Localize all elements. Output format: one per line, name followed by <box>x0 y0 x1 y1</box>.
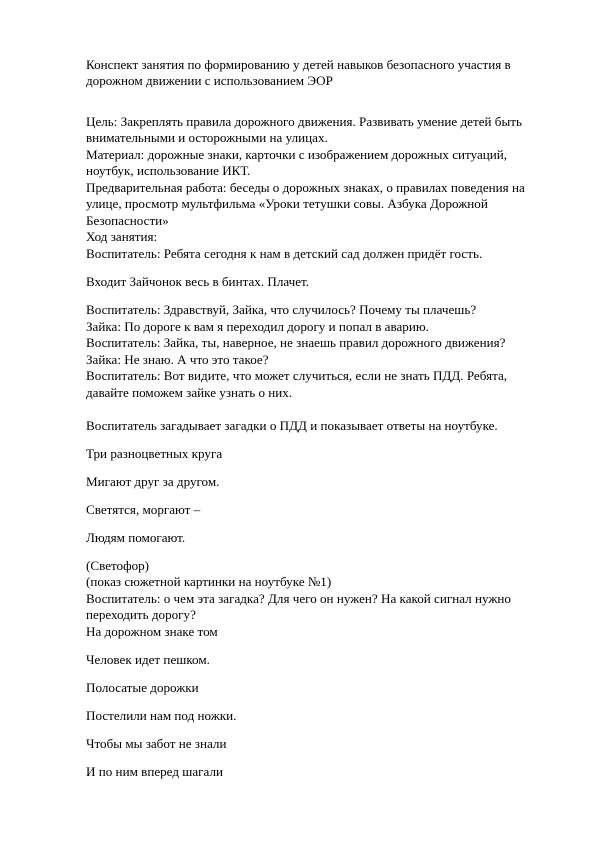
riddle-line: Полосатые дорожки <box>86 680 199 695</box>
riddles-intro: Воспитатель загадывает загадки о ПДД и показывает ответы на ноутбуке. <box>86 418 498 433</box>
dialog-line: Воспитатель: Ребята сегодня к нам в детский сад должен придёт гость. <box>86 246 483 261</box>
dialog-line: Воспитатель: Зайка, ты, наверное, не знаешь правил дорожного движения? <box>86 335 506 350</box>
dialog-line: Воспитатель: о чем эта загадка? Для чего он нужен? На какой сигнал нужно <box>86 591 511 606</box>
preparation-line: Безопасности» <box>86 213 169 228</box>
dialog-line: давайте поможем зайке узнать о них. <box>86 385 293 400</box>
goal-line: внимательными и осторожными на улицах. <box>86 130 328 145</box>
material-line: ноутбук, использование ИКТ. <box>86 163 251 178</box>
riddle-answer: (Светофор) <box>86 558 150 573</box>
goal-line: Цель: Закреплять правила дорожного движения. Развивать умение детей быть <box>86 114 522 129</box>
riddle-line: И по ним вперед шагали <box>86 764 223 779</box>
riddle-line: Светятся, моргают – <box>86 502 201 517</box>
dialog-line: переходить дорогу? <box>86 607 196 622</box>
riddle-line: Человек идет пешком. <box>86 652 210 667</box>
riddle-line: Мигают друг за другом. <box>86 474 220 489</box>
dialog-line: Воспитатель: Вот видите, что может случиться, если не знать ПДД. Ребята, <box>86 368 508 383</box>
riddle-line: На дорожном знаке том <box>86 624 218 639</box>
material-line: Материал: дорожные знаки, карточки с изображением дорожных ситуаций, <box>86 147 508 162</box>
preparation-line: улице, просмотр мультфильма «Уроки тетушки совы. Азбука Дорожной <box>86 196 488 211</box>
dialog-line: Воспитатель: Здравствуй, Зайка, что случилось? Почему ты плачешь? <box>86 302 477 317</box>
stage-direction: Входит Зайчонок весь в бинтах. Плачет. <box>86 274 310 289</box>
preparation-line: Предварительная работа: беседы о дорожных знаках, о правилах поведения на <box>86 180 525 195</box>
title-line: Конспект занятия по формированию у детей навыков безопасного участия в <box>86 57 511 72</box>
riddle-line: Постелили нам под ножки. <box>86 708 237 723</box>
title-line: дорожном движении с использованием ЭОР <box>86 73 333 88</box>
slide-note: (показ сюжетной картинки на ноутбуке №1) <box>86 574 332 589</box>
lesson-heading: Ход занятия: <box>86 229 158 244</box>
dialog-line: Зайка: По дороге к вам я переходил дорогу и попал в аварию. <box>86 319 429 334</box>
riddle-line: Людям помогают. <box>86 530 186 545</box>
riddle-line: Три разноцветных круга <box>86 446 223 461</box>
riddle-line: Чтобы мы забот не знали <box>86 736 227 751</box>
dialog-line: Зайка: Не знаю. А что это такое? <box>86 352 269 367</box>
